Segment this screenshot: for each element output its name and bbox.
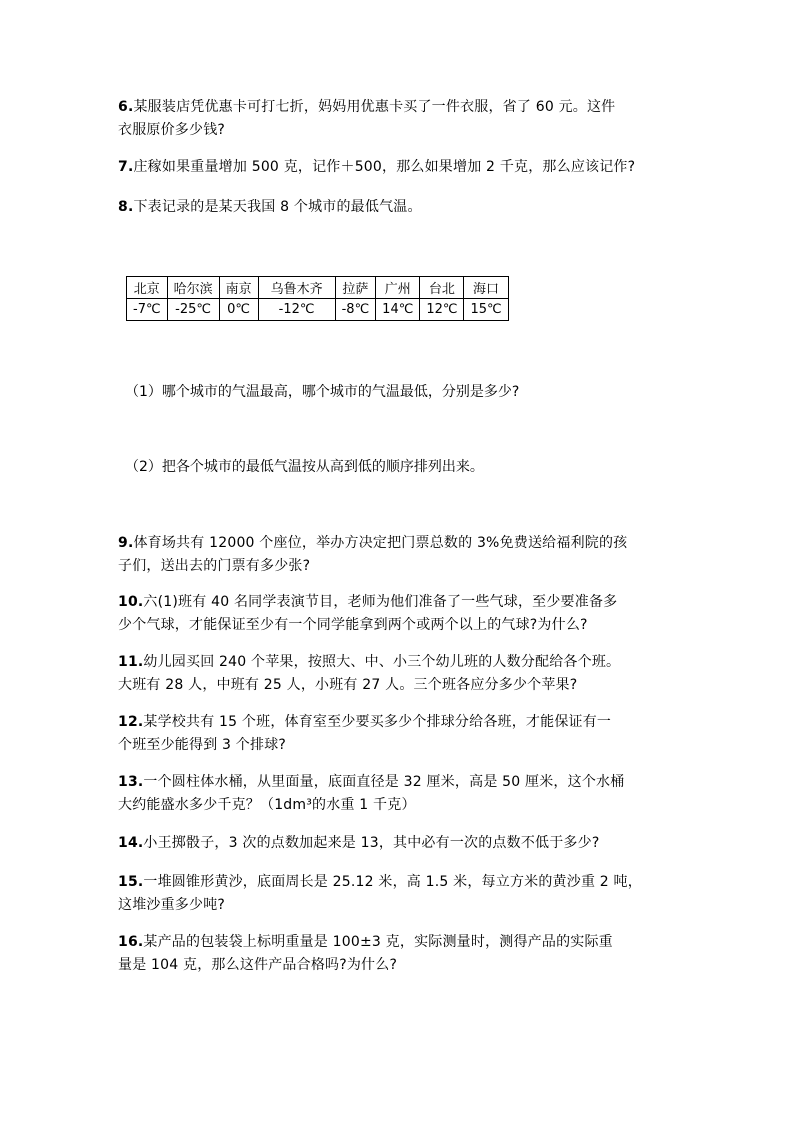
temperature-cell: 12℃ [420, 299, 464, 321]
city-cell: 拉萨 [335, 277, 376, 299]
city-cell: 北京 [127, 277, 168, 299]
question-12 [118, 711, 698, 757]
question-text: 幼儿园买回 240 个苹果，按照大、中、小三个幼儿班的人数分配给各个班。 [143, 654, 621, 670]
temperature-cell: -7℃ [127, 299, 168, 321]
question-10 [118, 591, 698, 637]
question-text: 大班有 28 人，中班有 25 人，小班有 27 人。三个班各应分多少个苹果? [118, 677, 578, 693]
question-text: 小王掷骰子，3 次的点数加起来是 13，其中必有一次的点数不低于多少? [143, 835, 600, 851]
question-15 [118, 871, 698, 917]
subquestion-2: （2）把各个城市的最低气温按从高到低的顺序排列出来。 [125, 459, 484, 475]
question-number: 7. [118, 159, 134, 175]
question-text: 某学校共有 15 个班，体育室至少要买多少个排球分给各班，才能保证有一 [143, 714, 612, 730]
question-number: 10. [118, 594, 144, 610]
question-9 [118, 532, 698, 578]
temperature-cell: -8℃ [335, 299, 376, 321]
question-text: 体育场共有 12000 个座位，举办方决定把门票总数的 3%免费送给福利院的孩 [133, 535, 628, 551]
question-text: 一个圆柱体水桶，从里面量，底面直径是 32 厘米，高是 50 厘米，这个水桶 [143, 774, 625, 790]
question-number: 14. [118, 835, 144, 851]
question-text: 个班至少能得到 3 个排球? [118, 737, 287, 753]
question-13 [118, 771, 698, 817]
question-text: 衣服原价多少钱? [118, 122, 226, 138]
question-text: 量是 104 克，那么这件产品合格吗?为什么? [118, 957, 398, 973]
city-cell: 海口 [464, 277, 508, 299]
question-7 [118, 156, 698, 179]
temperature-cell: -25℃ [167, 299, 219, 321]
temperature-cell: 15℃ [464, 299, 508, 321]
question-number: 6. [118, 99, 134, 115]
city-cell: 乌鲁木齐 [258, 277, 335, 299]
question-number: 13. [118, 774, 144, 790]
temperature-cell: 0℃ [219, 299, 258, 321]
question-number: 8. [118, 199, 134, 215]
question-number: 15. [118, 874, 144, 890]
city-cell: 南京 [219, 277, 258, 299]
question-text: 少个气球，才能保证至少有一个同学能拿到两个或两个以上的气球?为什么? [118, 617, 588, 633]
question-text: 子们，送出去的门票有多少张? [118, 558, 311, 574]
question-number: 9. [118, 535, 134, 551]
question-11 [118, 651, 698, 697]
question-number: 16. [118, 934, 144, 950]
city-cell: 台北 [420, 277, 464, 299]
question-number: 11. [118, 654, 144, 670]
city-cell: 哈尔滨 [167, 277, 219, 299]
question-text: 某服装店凭优惠卡可打七折，妈妈用优惠卡买了一件衣服，省了 60 元。这件 [133, 99, 616, 115]
question-text: 六(1)班有 40 名同学表演节目，老师为他们准备了一些气球，至少要准备多 [143, 594, 618, 610]
temperature-table [126, 276, 509, 321]
question-8 [118, 196, 698, 219]
city-row [127, 277, 509, 299]
question-text: 大约能盛水多少千克？（1dm³的水重 1 千克） [118, 797, 416, 813]
question-16 [118, 931, 698, 977]
question-number: 12. [118, 714, 144, 730]
question-text: 一堆圆锥形黄沙，底面周长是 25.12 米，高 1.5 米，每立方米的黄沙重 2 吨， [143, 874, 642, 890]
question-text: 下表记录的是某天我国 8 个城市的最低气温。 [133, 199, 422, 215]
subquestion-1: （1）哪个城市的气温最高，哪个城市的气温最低，分别是多少? [125, 384, 520, 400]
temperature-row [127, 299, 509, 321]
question-text: 庄稼如果重量增加 500 克，记作＋500，那么如果增加 2 千克，那么应该记作? [133, 159, 636, 175]
question-text: 这堆沙重多少吨? [118, 897, 226, 913]
question-6 [118, 96, 698, 142]
temperature-cell: 14℃ [376, 299, 420, 321]
city-cell: 广州 [376, 277, 420, 299]
temperature-cell: -12℃ [258, 299, 335, 321]
question-text: 某产品的包装袋上标明重量是 100±3 克，实际测量时，测得产品的实际重 [143, 934, 613, 950]
question-14 [118, 832, 698, 855]
